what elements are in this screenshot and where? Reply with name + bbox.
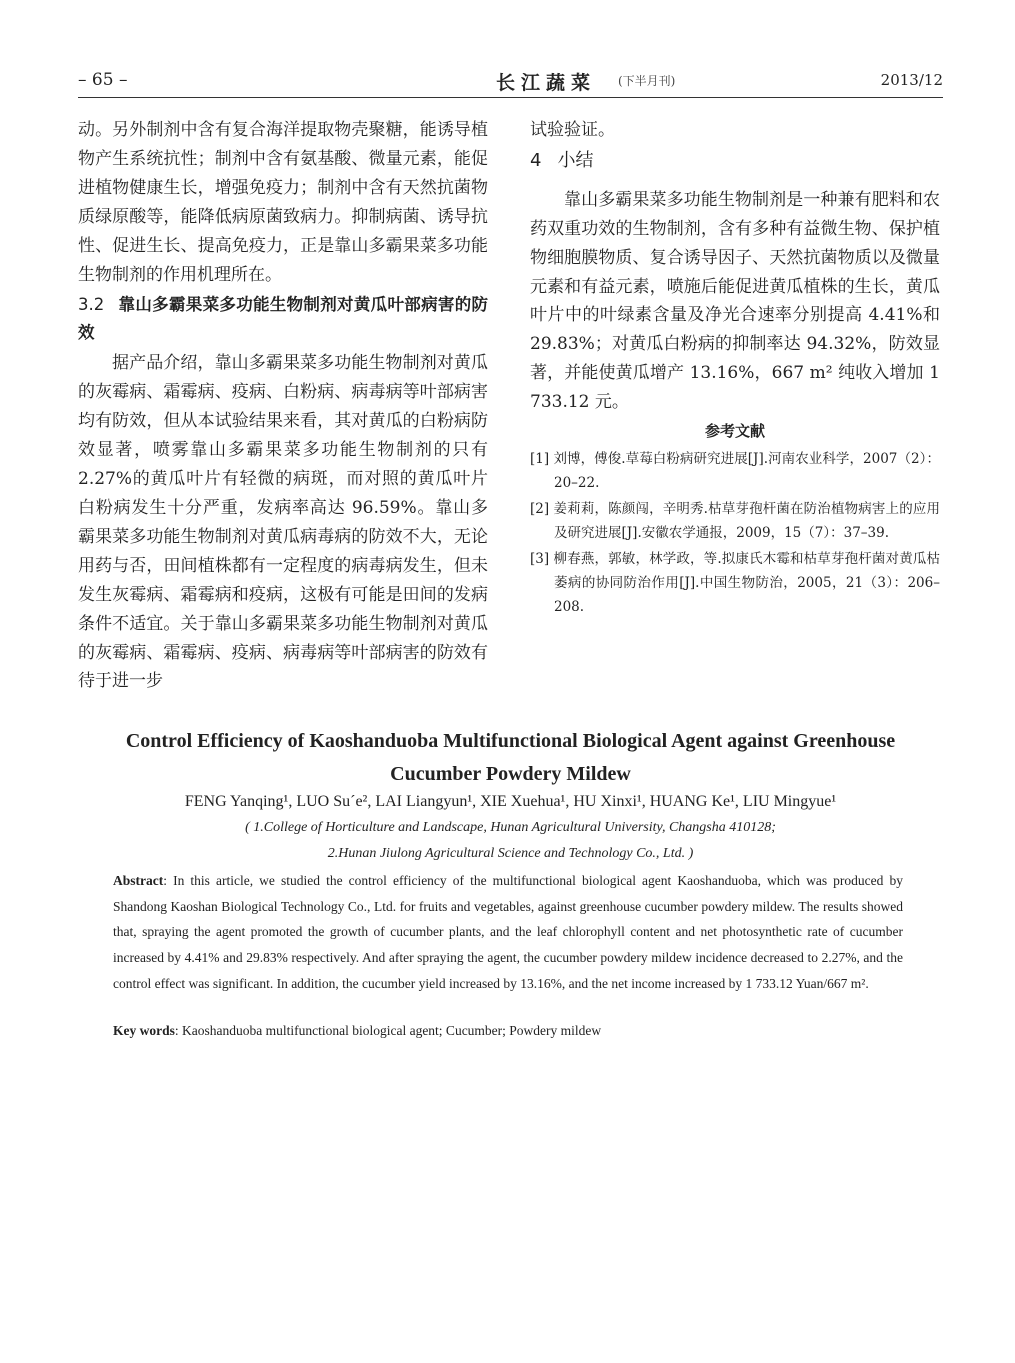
english-title: Control Efficiency of Kaoshanduoba Multifunctional Biological Agent against Greenhouse Cucumber Powdery Mildew — [125, 730, 896, 785]
section-heading-4 — [530, 147, 940, 176]
section-title: 靠山多霸果菜多功能生物制剂对黄瓜叶部病害的防效 — [78, 295, 488, 343]
issue-date: 2013/12 — [880, 71, 943, 89]
paragraph: 据产品介绍，靠山多霸果菜多功能生物制剂对黄瓜的灰霉病、霜霉病、疫病、白粉病、病毒病等叶部病害均有防效，但从本试验结果来看，其对黄瓜的白粉病防效显著，喷雾靠山多霸果菜多功能生物制剂的只有 2.27%的黄瓜叶片有轻微的病斑，而对照的黄瓜叶片白粉病发生十分严重，发病率高达 96.59%。靠山多霸果菜多功能生物制剂对黄瓜病毒病的防效不大，无论用药与否，田间植株都有一定程度的病毒病发生，但未发生灰霉病、霜霉病和疫病，这极有可能是田间的发病条件不适宜。关于靠山多霸果菜多功能生物制剂对黄瓜的灰霉病、霜霉病、疫病、病毒病等叶部病害的防效有待于进一步 — [78, 353, 488, 692]
reference-item: [2] 姜莉莉，陈颜闯，辛明秀.枯草芽孢杆菌在防治植物病害上的应用及研究进展[J].安徽农学通报，2009，15（7）：37–39. — [530, 501, 940, 542]
paragraph: 靠山多霸果菜多功能生物制剂是一种兼有肥料和农药双重功效的生物制剂，含有多种有益微生物、保护植物细胞膜物质、复合诱导因子、天然抗菌物质以及微量元素和有益元素，喷施后能促进黄瓜植株的生长，黄瓜叶片中的叶绿素含量及净光合速率分别提高 4.41%和 29.83%；对黄瓜白粉病的抑制率达 94.32%，防效显著，并能使黄瓜增产 13.16%，667 m² 纯收入增加 1 733.12 元。 — [530, 189, 940, 413]
paragraph: 动。另外制剂中含有复合海洋提取物壳聚糖，能诱导植物产生系统抗性；制剂中含有氨基酸、微量元素，能促进植物健康生长，增强免疫力；制剂中含有天然抗菌物质绿原酸等，能降低病原菌致病力。抑制病菌、诱导抗性、促进生长、提高免疫力，正是靠山多霸果菜多功能生物制剂的作用机理所在。 — [78, 120, 488, 285]
abstract-text: : In this article, we studied the control efficiency of the multifunctional biological agent Kaoshanduoba, which was produced by Shandong Kaoshan Biological Technology Co., Ltd. for fruits and vegetables, against greenhouse cucumber powdery mildew. The results showed that, spraying the agent promoted the growth of cucumber plants, and the leaf chlorophyll content and net photosynthetic rate of cucumber increased by 4.41% and 29.83% respectively. And after spraying the agent, the cucumber powdery mildew incidence decreased to 2.27%, and the control effect was significant. In addition, the cucumber yield increased by 13.16%, and the net income increased by 1 733.12 Yuan/667 m². — [113, 873, 903, 991]
paragraph: 试验验证。 — [530, 120, 615, 140]
page-header — [78, 68, 943, 94]
keywords — [113, 1019, 903, 1043]
section-number: 3.2 — [78, 295, 105, 315]
left-column — [78, 116, 488, 696]
section-heading-3-2 — [78, 291, 488, 347]
affiliation-line: ( 1.College of Horticulture and Landscape, Hunan Agricultural University, Changsha 410128; — [245, 820, 776, 835]
right-column — [530, 116, 940, 621]
page-number: – 65 – — [78, 70, 128, 90]
header-rule — [78, 97, 943, 98]
journal-masthead: 长江蔬菜 — [496, 72, 597, 94]
abstract — [113, 868, 903, 997]
author-list: FENG Yanqing¹, LUO Su´e², LAI Liangyun¹, XIE Xuehua¹, HU Xinxi¹, HUANG Ke¹, LIU Mingyue¹ — [184, 793, 837, 810]
keywords-text: : Kaoshanduoba multifunctional biological agent; Cucumber; Powdery mildew — [174, 1023, 602, 1038]
references-heading: 参考文献 — [704, 422, 765, 441]
keywords-label: Key words — [113, 1023, 175, 1038]
affiliation-line: 2.Hunan Jiulong Agricultural Science and Technology Co., Ltd. ) — [327, 846, 694, 861]
abstract-label: Abstract — [113, 873, 164, 888]
section-number: 4 — [530, 149, 542, 171]
journal-subtitle: (下半月刊) — [618, 74, 676, 88]
section-title: 小结 — [557, 149, 594, 171]
reference-item: [1] 刘博，傅俊.草莓白粉病研究进展[J].河南农业科学，2007（2）：20–22. — [530, 451, 940, 492]
reference-item: [3] 柳春燕，郭敏，林学政，等.拟康氏木霉和枯草芽孢杆菌对黄瓜枯萎病的协同防治作用[J].中国生物防治，2005，21（3）：206–208. — [530, 551, 940, 616]
